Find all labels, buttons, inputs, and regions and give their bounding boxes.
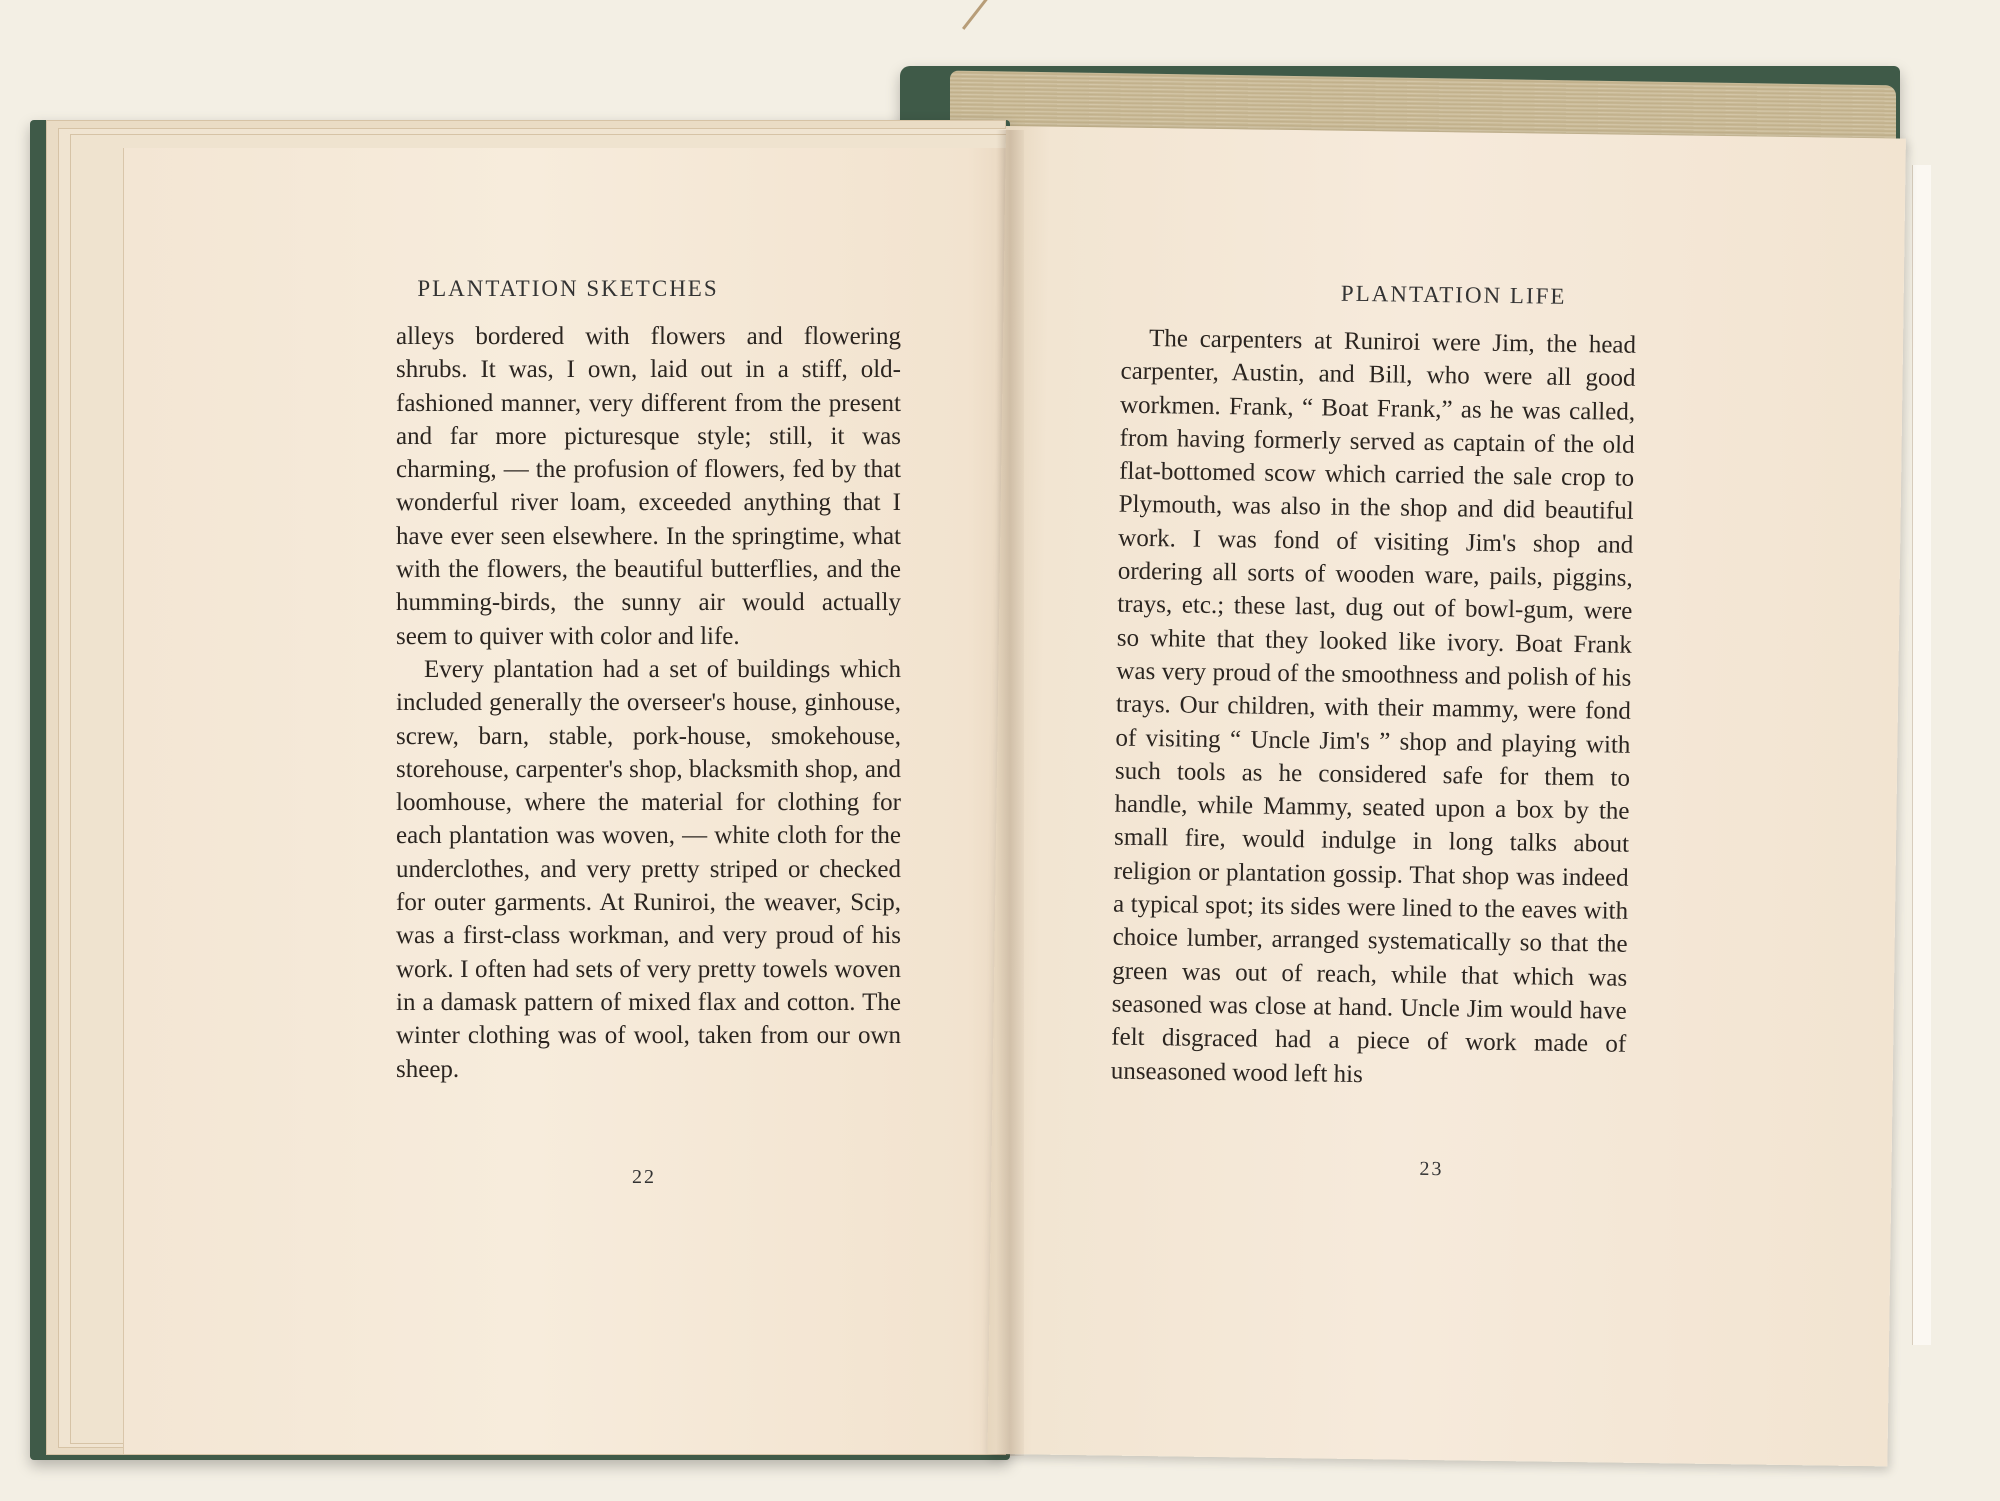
right-page (987, 126, 1905, 1466)
left-running-head: PLANTATION SKETCHES (417, 276, 719, 301)
left-paragraph-1: alleys bordered with flowers and flowering shrubs. It was, I own, laid out in a stiff, old-fashioned manner, very different from the present and far more picturesque style; still, it was charming, — the profusion of flowers, fed by that wonderful river loam, exceeded anything that I have ever seen elsewhere. In the springtime, what with the flowers, the beautiful butterflies, and the humming-birds, the sunny air would actually seem to quiver with color and life. (396, 323, 901, 650)
left-paragraph-2: Every plantation had a set of buildings which included generally the overseer's house, ginhouse, screw, barn, stable, pork-house, smokehouse, storehouse, carpenter's shop, blacksmith shop, and loomhouse, where the material for clothing for each plantation was woven, — white cloth for the underclothes, and very pretty striped or checked for outer garments. At Runiroi, the weaver, Scip, was a first-class workman, and very proud of his work. I often had sets of very pretty towels woven in a damask pattern of mixed flax and cotton. The winter clothing was of wool, taken from our own sheep. (396, 655, 901, 1083)
right-page-number: 23 (1419, 1157, 1444, 1181)
left-page (124, 148, 1012, 1454)
right-body-text (1111, 322, 1637, 1095)
left-page-number: 22 (632, 1166, 656, 1188)
left-body-text (396, 320, 901, 1086)
page-stack-right-edge (1912, 165, 1931, 1345)
right-running-head: PLANTATION LIFE (1340, 280, 1567, 309)
gutter-shadow (996, 130, 1024, 1456)
loose-thread (962, 0, 989, 30)
right-paragraph-1: The carpenters at Runiroi were Jim, the head carpenter, Austin, and Bill, who were all good workmen. Frank, “ Boat Frank,” as he was called, from having formerly served as captain of the old flat-bottomed scow which carried the sale crop to Plymouth, was also in the shop and did beautiful work. I was fond of visiting Jim's shop and ordering all sorts of wooden ware, pails, piggins, trays, etc.; these last, dug out of bowl-gum, were so white that they looked like ivory. Boat Frank was very proud of the smoothness and polish of his trays. Our children, with their mammy, were fond of visiting “ Uncle Jim's ” shop and playing with such tools as he considered safe for them to handle, while Mammy, seated upon a box by the small fire, would indulge in long talks about religion or plantation gossip. That shop was indeed a typical spot; its sides were lined to the eaves with choice lumber, arranged systematically so that the green was out of reach, while that which was seasoned was close at hand. Uncle Jim would have felt disgraced had a piece of work made of unseasoned wood left his (1110, 325, 1637, 1088)
